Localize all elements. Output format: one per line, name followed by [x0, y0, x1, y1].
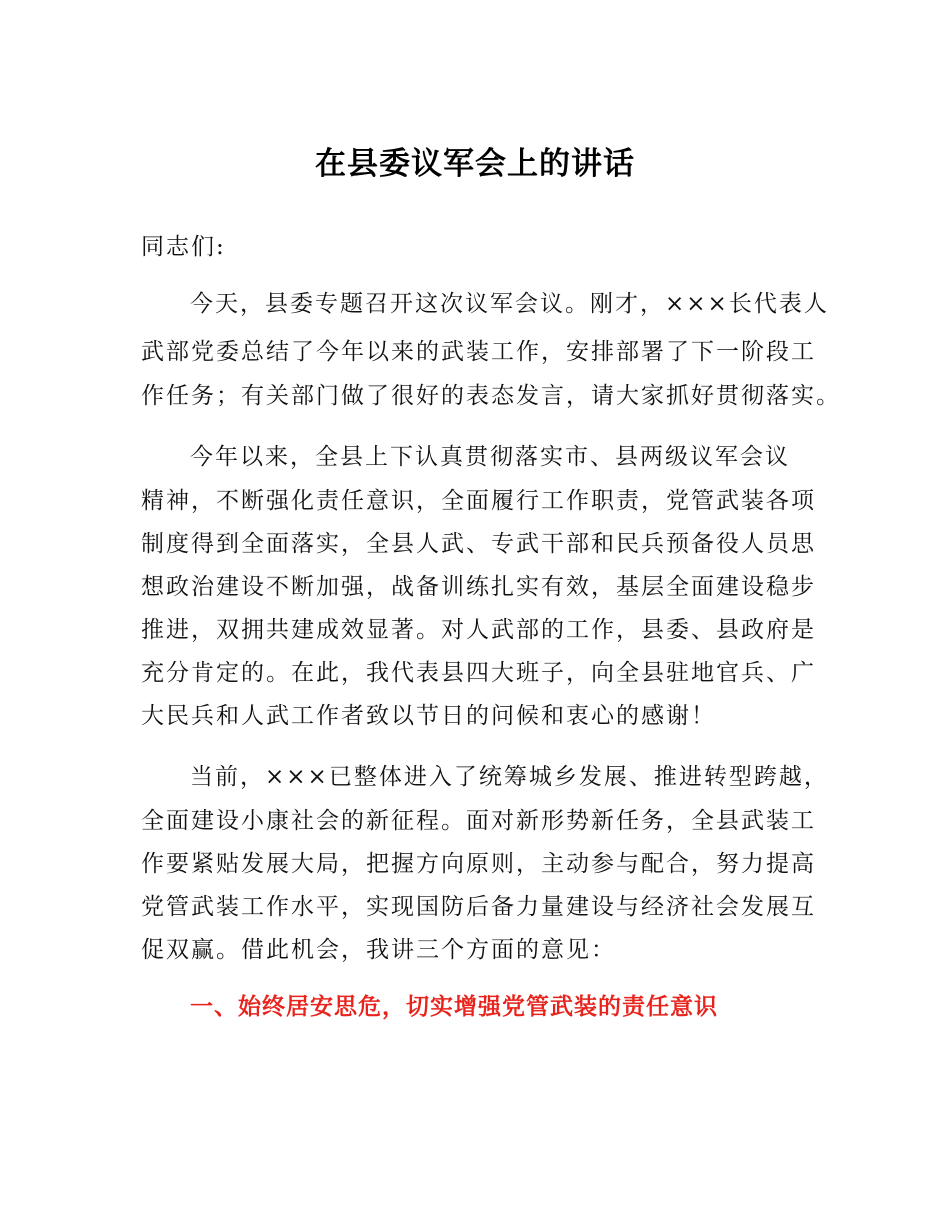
- paragraph-3-line-1: 当前，×××已整体进入了统筹城乡发展、推进转型跨越，: [190, 764, 829, 790]
- document-title: 在县委议军会上的讲话: [315, 146, 635, 182]
- paragraph-1-line-3: 作任务；有关部门做了很好的表态发言，请大家抓好贯彻落实。: [141, 383, 841, 409]
- paragraph-3-line-5: 促双赢。借此机会，我讲三个方面的意见：: [141, 937, 616, 963]
- paragraph-3-line-4: 党管武装工作水平，实现国防后备力量建设与经济社会发展互: [141, 894, 816, 920]
- paragraph-2-line-3: 制度得到全面落实，全县人武、专武干部和民兵预备役人员思: [141, 531, 816, 557]
- paragraph-2-line-6: 充分肯定的。在此，我代表县四大班子，向全县驻地官兵、广: [141, 660, 816, 686]
- paragraph-2-line-4: 想政治建设不断加强，战备训练扎实有效，基层全面建设稳步: [141, 574, 816, 600]
- paragraph-1-line-2: 武部党委总结了今年以来的武装工作，安排部署了下一阶段工: [141, 339, 816, 365]
- section-heading: 一、始终居安思危，切实增强党管武装的责任意识: [190, 994, 718, 1020]
- paragraph-2-line-2: 精神，不断强化责任意识，全面履行工作职责，党管武装各项: [141, 488, 816, 514]
- salutation: 同志们:: [141, 234, 226, 260]
- paragraph-2-line-1: 今年以来，全县上下认真贯彻落实市、县两级议军会议: [190, 444, 790, 470]
- paragraph-2-line-7: 大民兵和人武工作者致以节日的问候和衷心的感谢！: [141, 703, 716, 729]
- paragraph-2-line-5: 推进，双拥共建成效显著。对人武部的工作，县委、县政府是: [141, 617, 816, 643]
- paragraph-3-line-2: 全面建设小康社会的新征程。面对新形势新任务，全县武装工: [141, 808, 816, 834]
- paragraph-1-line-1: 今天，县委专题召开这次议军会议。刚才，×××长代表人: [190, 291, 829, 317]
- paragraph-3-line-3: 作要紧贴发展大局，把握方向原则，主动参与配合，努力提高: [141, 851, 816, 877]
